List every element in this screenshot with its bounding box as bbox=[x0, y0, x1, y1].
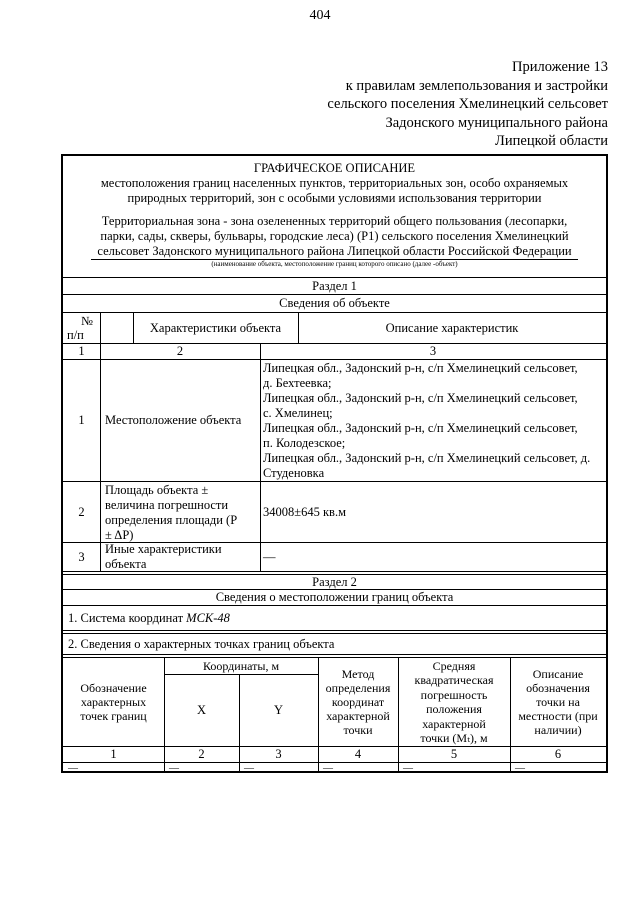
error-header bbox=[398, 656, 510, 748]
location-line: Липецкая обл., Задонский р-н, с/п Хмелинецкий сельсовет, bbox=[263, 391, 578, 405]
header-line: координат bbox=[331, 695, 385, 709]
coord-system-value: МСК-48 bbox=[186, 610, 230, 625]
col-num-header bbox=[63, 313, 100, 343]
location-line: п. Колодезское; bbox=[263, 436, 346, 450]
location-line: Студеновка bbox=[263, 466, 325, 480]
document-frame bbox=[61, 154, 608, 773]
section1-subtitle: Сведения об объекте bbox=[63, 295, 606, 313]
zone-line: парки, сады, скверы, бульвары, городские леса) (Р1) сельского поселения Хмелинецкий bbox=[100, 229, 569, 243]
area-name-line: ± ΔР) bbox=[105, 528, 134, 542]
header-line: определения bbox=[325, 681, 391, 695]
header-subtitle: местоположения границ населенных пунктов, территориальных зон, особо охраняемых bbox=[100, 176, 569, 190]
other-value: — bbox=[263, 549, 276, 564]
idx-cell: 6 bbox=[554, 747, 562, 761]
empty-cell: — bbox=[68, 762, 78, 774]
header-line: Средняя bbox=[432, 658, 476, 673]
header-line: квадратическая bbox=[414, 673, 494, 687]
row-number: 2 bbox=[78, 504, 85, 519]
col-divider bbox=[260, 344, 261, 571]
location-line: с. Хмелинец; bbox=[263, 406, 333, 420]
col-divider bbox=[239, 675, 240, 773]
other-name-line: объекта bbox=[105, 557, 147, 571]
header-line: наличии) bbox=[534, 723, 582, 737]
row-number: 1 bbox=[78, 413, 85, 427]
area-value: 34008±645 кв.м bbox=[263, 504, 346, 519]
header-line: характерной bbox=[326, 709, 390, 723]
page-number: 404 bbox=[309, 8, 331, 23]
zone-name bbox=[63, 214, 606, 259]
descr-header bbox=[510, 658, 606, 746]
appendix-line: к правилам землепользования и застройки bbox=[345, 77, 608, 94]
idx-cell: 5 bbox=[450, 747, 458, 761]
appendix-line: сельского поселения Хмелинецкий сельсовет bbox=[327, 96, 608, 112]
other-name bbox=[105, 542, 260, 571]
divider bbox=[63, 654, 606, 655]
points-title: 2. Сведения о характерных точках границ объекта bbox=[68, 636, 335, 651]
header-line: характерной bbox=[422, 716, 486, 731]
col-divider bbox=[398, 658, 399, 773]
idx-cell: 1 bbox=[110, 747, 117, 761]
header-subtitle: природных территорий, зон с особыми условиями использования территории bbox=[127, 191, 542, 205]
header-line: точек границ bbox=[80, 709, 147, 723]
col-divider bbox=[510, 658, 511, 773]
designation-header bbox=[63, 658, 164, 746]
header-line: положения bbox=[426, 702, 482, 716]
col-char-header: Характеристики объекта bbox=[149, 320, 282, 335]
location-line: Липецкая обл., Задонский р-н, с/п Хмелинецкий сельсовет, д. bbox=[263, 451, 591, 465]
row-number: 3 bbox=[78, 549, 85, 564]
header-line: Обозначение bbox=[80, 681, 147, 695]
location-line: д. Бехтеевка; bbox=[263, 376, 332, 390]
col-divider bbox=[298, 313, 299, 343]
empty-cell: — bbox=[169, 762, 179, 774]
area-name-line: Площадь объекта ± bbox=[105, 483, 209, 497]
zone-line: сельсовет Задонского муниципального района Липецкой области Российской Федерации bbox=[97, 244, 572, 258]
col-divider bbox=[133, 313, 134, 343]
header-line: точки (Mₜ), м bbox=[420, 731, 488, 745]
header-line: Описание bbox=[532, 667, 584, 681]
y-header: Y bbox=[273, 703, 284, 717]
empty-cell: — bbox=[244, 762, 254, 774]
header-line: местности (при bbox=[518, 709, 598, 723]
col-divider bbox=[100, 313, 101, 571]
location-line: Липецкая обл., Задонский р-н, с/п Хмелинецкий сельсовет, bbox=[263, 361, 578, 375]
document-title: ГРАФИЧЕСКОЕ ОПИСАНИЕ bbox=[253, 161, 416, 175]
num-sign: № bbox=[81, 314, 93, 328]
zone-line: Территориальная зона - зона озелененных территорий общего пользования (лесопарки, bbox=[101, 214, 568, 228]
empty-cell: — bbox=[515, 762, 525, 774]
idx-cell: 2 bbox=[198, 747, 205, 761]
location-description bbox=[263, 361, 606, 481]
area-name bbox=[105, 483, 260, 541]
header-line: точки bbox=[343, 723, 373, 737]
other-name-line: Иные характеристики bbox=[105, 542, 222, 556]
appendix-line: Приложение 13 bbox=[512, 59, 608, 75]
x-header: X bbox=[196, 703, 207, 717]
row-name: Местоположение объекта bbox=[105, 413, 242, 427]
location-line: Липецкая обл., Задонский р-н, с/п Хмелинецкий сельсовет, bbox=[263, 421, 578, 435]
coord-system-label: 1. Система координат bbox=[68, 610, 187, 625]
section2-subtitle: Сведения о местоположении границ объекта bbox=[63, 590, 606, 606]
appendix-line: Задонского муниципального района bbox=[385, 114, 608, 131]
section2-title: Раздел 2 bbox=[63, 574, 606, 590]
header-line: обозначения bbox=[526, 681, 590, 695]
header-line: точки на bbox=[536, 695, 580, 709]
area-name-line: определения площади (Р bbox=[105, 513, 238, 527]
header-line: погрешность bbox=[420, 687, 488, 702]
method-header bbox=[318, 658, 398, 746]
header-line: Метод bbox=[341, 667, 375, 681]
empty-cell: — bbox=[403, 762, 413, 774]
section1-title: Раздел 1 bbox=[63, 278, 606, 295]
col-divider bbox=[318, 658, 319, 773]
idx-cell: 4 bbox=[354, 747, 362, 761]
header-line: характерных bbox=[80, 695, 147, 709]
coordinates-header: Координаты, м bbox=[202, 659, 280, 673]
divider bbox=[63, 630, 606, 631]
area-name-line: величина погрешности bbox=[105, 498, 229, 512]
idx-cell: 3 bbox=[275, 747, 282, 761]
col-desc-header: Описание характеристик bbox=[385, 320, 519, 335]
empty-cell: — bbox=[323, 762, 333, 774]
object-note: (наименование объекта, местоположение границ которого описано (далее -объект) bbox=[211, 260, 458, 268]
divider bbox=[63, 571, 606, 572]
num-abbr: п/п bbox=[67, 328, 84, 342]
appendix-line: Липецкой области bbox=[495, 133, 608, 149]
col-divider bbox=[164, 658, 165, 773]
idx-cell: 2 bbox=[176, 344, 184, 358]
coordinate-system bbox=[68, 606, 606, 630]
graphic-description-header bbox=[63, 156, 606, 278]
appendix-block bbox=[327, 58, 608, 151]
idx-cell: 3 bbox=[429, 344, 437, 358]
idx-cell: 1 bbox=[78, 344, 85, 358]
